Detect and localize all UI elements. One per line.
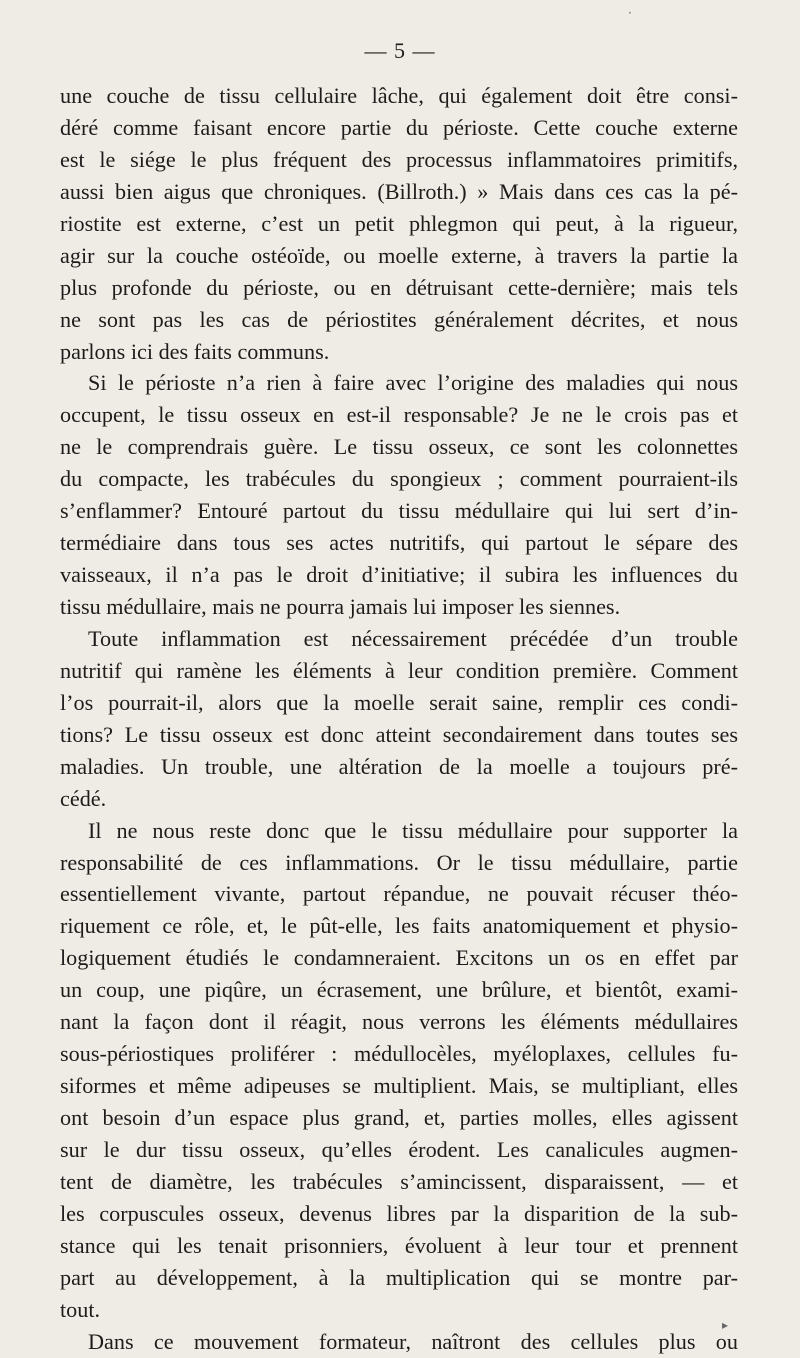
text-line: occupent, le tissu osseux en est-il responsable? Je ne le crois pas et bbox=[60, 402, 738, 428]
text-line: stance qui les tenait prisonniers, évoluent à leur tour et prennent bbox=[60, 1232, 738, 1258]
text-line: déré comme faisant encore partie du périoste. Cette couche externe bbox=[60, 114, 738, 140]
text-line: tions? Le tissu osseux est donc atteint secondairement dans toutes ses bbox=[60, 721, 738, 747]
text-line: tent de diamètre, les trabécules s’amincissent, disparaissent, — et bbox=[60, 1168, 738, 1194]
text-line: logiquement étudiés le condamneraient. Excitons un os en effet par bbox=[60, 945, 738, 971]
text-line: ont besoin d’un espace plus grand, et, parties molles, elles agissent bbox=[60, 1105, 738, 1130]
text-line: aussi bien aigus que chroniques. (Billroth.) » Mais dans ces cas la pé- bbox=[60, 178, 738, 204]
text-line: parlons ici des faits communs. bbox=[60, 338, 330, 364]
text-line: une couche de tissu cellulaire lâche, qui également doit être consi- bbox=[60, 83, 738, 108]
text-line: responsabilité de ces inflammations. Or le tissu médullaire, partie bbox=[60, 849, 738, 875]
text-line: Si le périoste n’a rien à faire avec l’origine des maladies qui nous bbox=[88, 370, 738, 396]
text-line: ne sont pas les cas de périostites généralement décrites, et nous bbox=[60, 306, 738, 332]
text-line: tout. bbox=[60, 1296, 101, 1322]
text-line: cédé. bbox=[60, 785, 107, 811]
text-line: sur le dur tissu osseux, qu’elles érodent. Les canalicules augmen- bbox=[60, 1136, 738, 1162]
text-line: ne le comprendrais guère. Le tissu osseux, ce sont les colonnettes bbox=[60, 434, 738, 460]
text-line: termédiaire dans tous ses actes nutritifs, qui partout le sépare des bbox=[60, 530, 738, 556]
text-line: riostite est externe, c’est un petit phlegmon qui peut, à la rigueur, bbox=[60, 210, 738, 236]
text-line: l’os pourrait-il, alors que la moelle serait saine, remplir ces condi- bbox=[60, 689, 738, 715]
text-line: siformes et même adipeuses se multiplient. Mais, se multipliant, elles bbox=[60, 1073, 738, 1099]
text-line: plus profonde du périoste, ou en détruisant cette-dernière; mais tels bbox=[60, 274, 738, 300]
text-line: maladies. Un trouble, une altération de la moelle a toujours pré- bbox=[60, 753, 738, 779]
text-line: sous-périostiques proliférer : médullocèles, myéloplaxes, cellules fu- bbox=[60, 1041, 738, 1067]
text-line: Dans ce mouvement formateur, naîtront des cellules plus ou bbox=[88, 1328, 738, 1354]
text-line: nant la façon dont il réagit, nous verrons les éléments médullaires bbox=[60, 1009, 738, 1035]
text-line: s’enflammer? Entouré partout du tissu médullaire qui lui sert d’in- bbox=[60, 498, 738, 524]
text-line: agir sur la couche ostéoïde, ou moelle externe, à travers la partie la bbox=[60, 242, 738, 268]
page-number: — 5 — bbox=[364, 38, 436, 63]
body-text bbox=[60, 80, 738, 1358]
text-line: nutritif qui ramène les éléments à leur condition première. Comment bbox=[60, 657, 738, 683]
margin-speck: ▸ bbox=[722, 1318, 729, 1332]
text-line: Toute inflammation est nécessairement précédée d’un trouble bbox=[88, 625, 738, 651]
text-line: un coup, une piqûre, un écrasement, une brûlure, et bientôt, exami- bbox=[60, 977, 738, 1003]
text-line: essentiellement vivante, partout répandue, ne pouvait récuser théo- bbox=[60, 881, 738, 907]
text-line: vaisseaux, il n’a pas le droit d’initiative; il subira les influences du bbox=[60, 562, 738, 588]
text-line: les corpuscules osseux, devenus libres par la disparition de la sub- bbox=[60, 1200, 738, 1226]
margin-speck: · bbox=[628, 6, 632, 20]
text-line: part au développement, à la multiplication qui se montre par- bbox=[60, 1264, 738, 1290]
text-line: riquement ce rôle, et, le pût-elle, les faits anatomiquement et physio- bbox=[60, 913, 738, 939]
text-line: tissu médullaire, mais ne pourra jamais lui imposer les siennes. bbox=[60, 594, 621, 619]
text-line: est le siége le plus fréquent des processus inflammatoires primitifs, bbox=[60, 146, 738, 172]
text-line: du compacte, les trabécules du spongieux ; comment pourraient-ils bbox=[60, 466, 738, 492]
text-line: Il ne nous reste donc que le tissu médullaire pour supporter la bbox=[88, 817, 738, 843]
